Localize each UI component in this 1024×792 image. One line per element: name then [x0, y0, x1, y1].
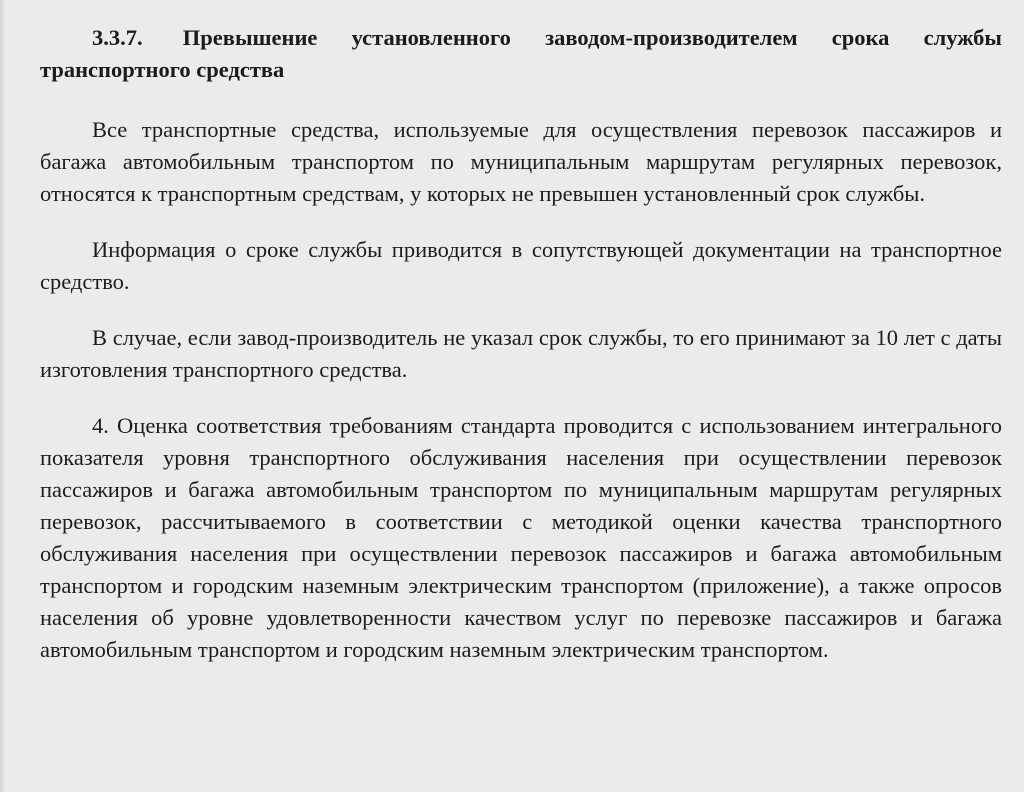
paragraph-service-life-info: Информация о сроке службы приводится в сопутствующей документации на транспортное средство. — [40, 237, 1002, 294]
paragraph-vehicles-service-life: Все транспортные средства, используемые для осуществления перевозок пассажиров и багажа автомобильным транспортом по муниципальным маршрутам регулярных перевозок, относятся к транспортным средствам, у которых не превышен установленный срок службы. — [40, 117, 1002, 206]
section-heading — [40, 22, 1002, 86]
paragraph-default-service-life: В случае, если завод-производитель не указал срок службы, то его принимают за 10 лет с даты изготовления транспортного средства. — [40, 325, 1002, 382]
section-number: 3.3.7. — [92, 25, 143, 50]
paragraph-compliance-assessment: 4. Оценка соответствия требованиям стандарта проводится с использованием интегрального показателя уровня транспортного обслуживания населения при осуществлении перевозок пассажиров и багажа автомобильным транспортом по муниципальным маршрутам регулярных перевозок, рассчитываемого в соответствии с методикой оценки качества транспортного обслуживания населения при осуществлении перевозок пассажиров и багажа автомобильным транспортом и городским наземным электрическим транспортом (приложение), а также опросов населения об уровне удовлетворенности качеством услуг по перевозке пассажиров и багажа автомобильным транспортом и городским наземным электрическим транспортом. — [40, 413, 1002, 662]
page-edge-shadow — [0, 0, 6, 792]
document-body — [40, 22, 1002, 666]
section-title: Превышение установленного заводом-производителем срока службы транспортного средства — [40, 25, 1002, 82]
